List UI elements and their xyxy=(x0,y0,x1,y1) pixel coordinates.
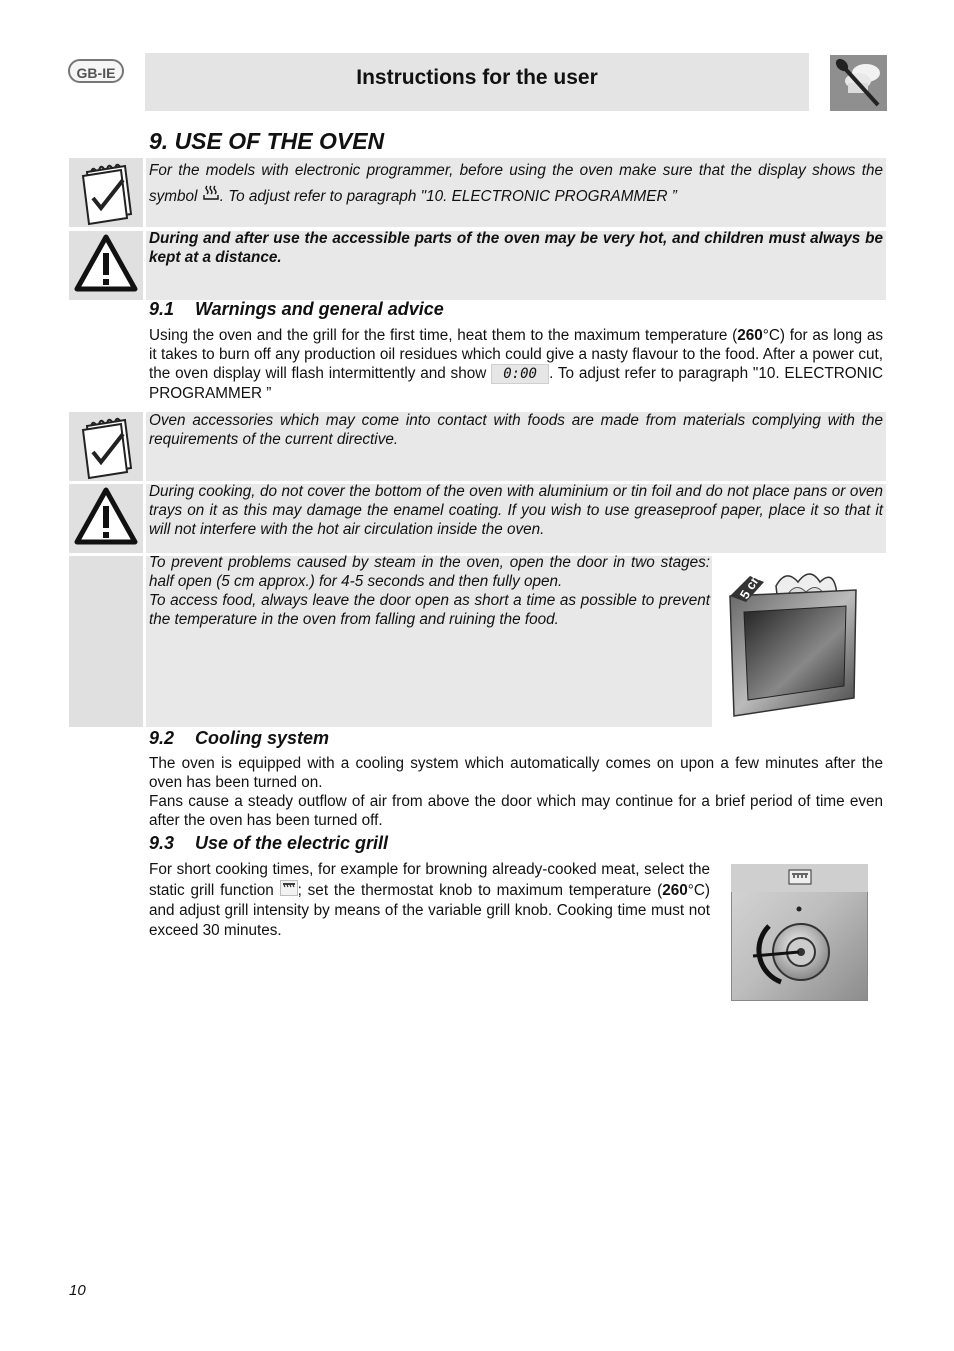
subsection-9-3-title: Use of the electric grill xyxy=(195,833,389,853)
subsection-9-1-heading xyxy=(149,299,444,320)
warning-triangle-icon xyxy=(69,484,143,553)
note-accessories: Oven accessories which may come into contact with foods are made from materials complying with the requirements of the current directive. xyxy=(149,412,883,448)
warning-triangle-icon xyxy=(69,231,143,300)
region-badge: GB-IE xyxy=(68,59,124,83)
notepad-check-icon xyxy=(69,412,143,481)
note-display-symbol xyxy=(149,158,883,210)
page-header-title: Instructions for the user xyxy=(356,66,598,89)
warning-icon-cell xyxy=(69,484,143,553)
grill-paragraph xyxy=(149,860,710,940)
grill-knob-illustration xyxy=(731,864,868,1001)
cooling-text-2: Fans cause a steady outflow of air from above the door which may continue for a brief period of time even after the oven has been turned off. xyxy=(149,793,883,829)
note-text-a: For the models with electronic programmer, before using the oven make sure that the display shows the symbol xyxy=(149,162,883,206)
cooling-text-1: The oven is equipped with a cooling system which automatically comes on upon a few minutes after the oven has been turned on. xyxy=(149,755,883,791)
note-text-b: . To adjust refer to paragraph "10. ELECTRONIC PROGRAMMER ” xyxy=(219,188,677,206)
subsection-9-1-title: Warnings and general advice xyxy=(195,299,444,319)
subsection-9-2-number: 9.2 xyxy=(149,728,175,748)
page-number: 10 xyxy=(69,1282,86,1299)
notepad-check-icon xyxy=(69,158,143,227)
warnings-text-2: °C) for as long as it takes to burn off any production oil residues which could give a nasty flavour to the food. After a power cut, the oven display will flash intermittently and show xyxy=(149,327,883,383)
warning-hot-parts: During and after use the accessible parts of the oven may be very hot, and children must always be kept at a distance. xyxy=(149,230,883,266)
static-grill-symbol-icon xyxy=(280,880,298,902)
warnings-text-3: . To adjust refer to paragraph "10. ELECTRONIC PROGRAMMER ” xyxy=(149,365,883,402)
warnings-paragraph xyxy=(149,326,883,403)
warnings-text-1: Using the oven and the grill for the first time, heat them to the maximum temperature ( xyxy=(149,327,738,344)
cooling-paragraph xyxy=(149,754,883,830)
chef-hat-spoon-icon xyxy=(830,55,887,111)
max-temperature: 260 xyxy=(737,327,763,344)
warning-foil: During cooking, do not cover the bottom of the oven with aluminium or tin foil and do not place pans or oven trays on it as this may damage the enamel coating. If you wish to use greaseproof paper, place it so that it will not interfere with the hot air circulation inside the oven. xyxy=(149,483,883,538)
section-title: 9. USE OF THE OVEN xyxy=(149,128,385,154)
subsection-9-2-heading xyxy=(149,728,329,749)
subsection-9-1-number: 9.1 xyxy=(149,299,175,319)
subsection-9-3-heading xyxy=(149,833,388,854)
grill-text-3: °C) and adjust grill intensity by means of the variable grill knob. Cooking time must not exceed 30 minutes. xyxy=(149,881,710,939)
warning-icon-cell xyxy=(69,231,143,300)
oven-door-illustration xyxy=(726,556,886,720)
grill-max-temperature: 260 xyxy=(662,881,688,899)
clock-symbol-icon xyxy=(202,184,220,210)
steam-note-margin xyxy=(69,556,143,727)
steam-note xyxy=(149,553,710,629)
note-icon-cell xyxy=(69,412,143,481)
display-reading: 0:00 xyxy=(491,364,549,384)
steam-note-p1: To prevent problems caused by steam in the oven, open the door in two stages: half open (5 cm approx.) for 4-5 seconds and then fully open. xyxy=(149,554,710,590)
subsection-9-3-number: 9.3 xyxy=(149,833,175,853)
grill-text-2: ; set the thermostat knob to maximum temperature ( xyxy=(297,881,663,899)
steam-note-p2: To access food, always leave the door open as short a time as possible to prevent the temperature in the oven from falling and ruining the food. xyxy=(149,592,710,628)
door-gap-label-text: 5 cm xyxy=(736,568,766,602)
subsection-9-2-title: Cooling system xyxy=(195,728,330,748)
note-icon-cell xyxy=(69,158,143,227)
grill-text-1: For short cooking times, for example for browning already-cooked meat, select the static grill function xyxy=(149,861,710,899)
